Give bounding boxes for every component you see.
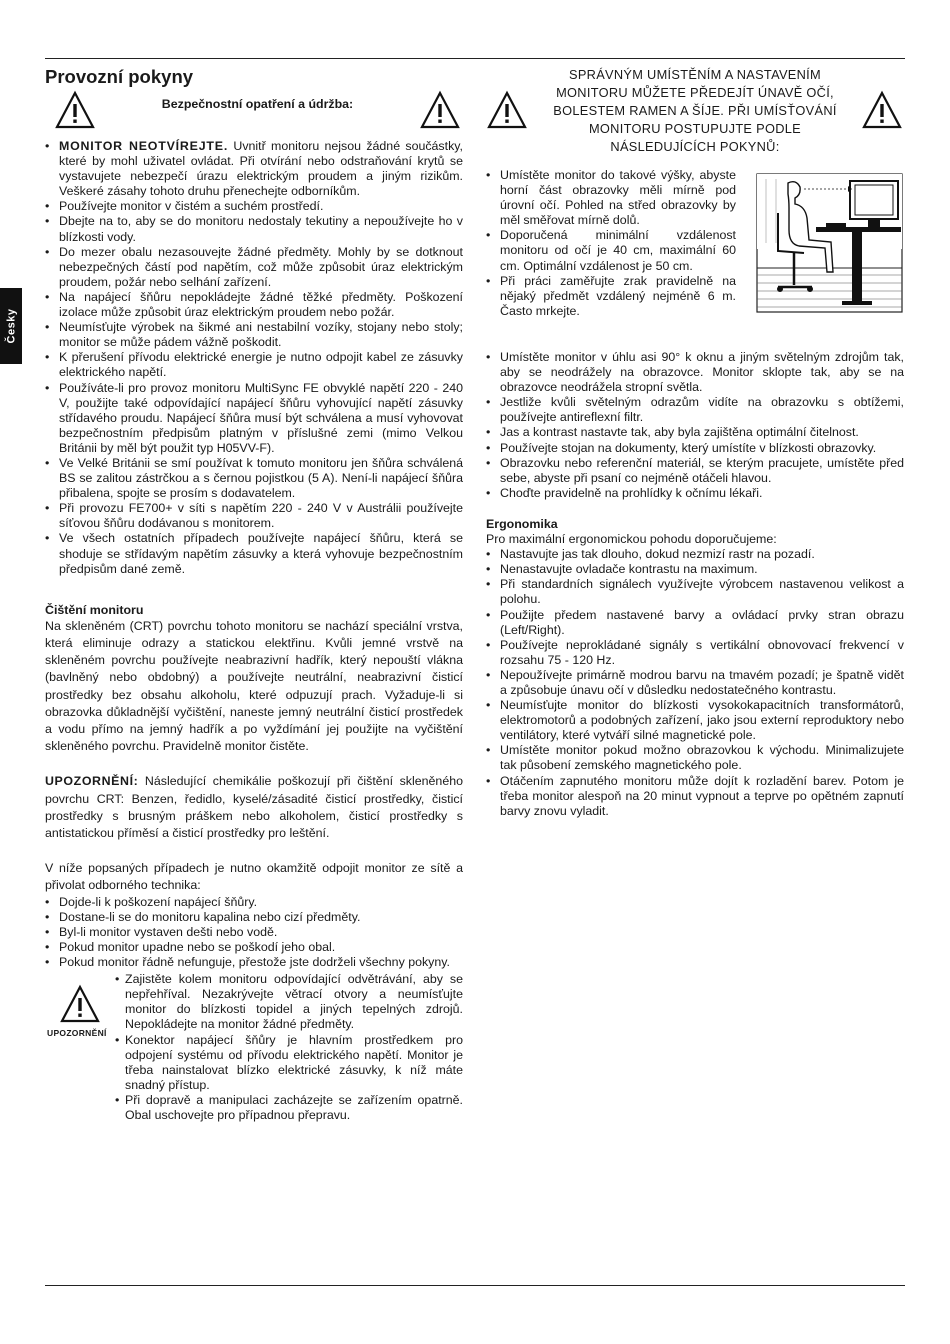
list-item <box>45 381 463 456</box>
list-item <box>45 320 463 350</box>
list-item-text: Uvnitř monitoru nejsou žádné součástky, které by mohl uživatel ovládat. Při otvírání nebo odstraňování krytů se vystavujete nebezpečí úrazu elektrickým proudem a jiným rizikům. Veškeré zásahy tohoto druhu přenechejte odborníkům. <box>59 139 463 199</box>
list-item: • Choďte pravidelně na prohlídky k očnímu lékaři. <box>486 486 904 501</box>
bottom-rule <box>45 1285 905 1286</box>
notice-line: MONITORU MŮŽETE PŘEDEJÍT ÚNAVĚ OČÍ, <box>556 85 834 100</box>
list-item <box>45 350 463 380</box>
ergonomic-notice <box>525 66 865 156</box>
warning-icon <box>55 90 95 130</box>
list-item: • Při práci zaměřujte zrak pravidelně na nějaký předmět vzdálený nejméně 6 m. Často mrkejte. <box>486 274 736 319</box>
list-item-text: Neumísťujte výrobek na šikmé ani nestabilní vozíky, stojany nebo stoly; monitor se může pádem vážně poškodit. <box>59 320 463 350</box>
warning-icon <box>862 90 902 130</box>
left-column <box>45 139 463 1123</box>
list-item: • Doporučená minimální vzdálenost monitoru od očí je 40 cm, maximální 60 cm. Optimální vzdálenost je 50 cm. <box>486 228 736 273</box>
list-item <box>45 214 463 244</box>
right-column-narrow <box>486 168 736 319</box>
list-item-text: Při provozu FE700+ v síti s napětím 220 - 240 V v Austrálii používejte síťovou šňůru dodávanou s monitorem. <box>59 501 463 531</box>
notice-line: SPRÁVNÝM UMÍSTĚNÍM A NASTAVENÍM <box>568 67 821 82</box>
list-item <box>45 199 463 214</box>
cleaning-title: Čištění monitoru <box>45 602 144 617</box>
list-item: • Zajistěte kolem monitoru odpovídající odvětrávání, aby se nepřehříval. Nezakrývejte větrací otvory a neumísťujte monitor do blízkosti topidel a jiných tepelných zdrojů. Nepokládejte na monitor žádné předměty. <box>115 972 463 1032</box>
notice-line: NÁSLEDUJÍCÍCH POKYNŮ: <box>610 139 780 154</box>
list-item: • Pokud monitor upadne nebo se poškodí jeho obal. <box>45 940 463 955</box>
list-item: • Při standardních signálech využívejte výrobcem nastavenou velikost a polohu. <box>486 577 904 607</box>
ergonomics-list <box>486 547 904 819</box>
list-item: • Používejte stojan na dokumenty, který umístíte v blízkosti obrazovky. <box>486 441 904 456</box>
safety-heading-row <box>55 90 460 130</box>
list-item: • Obrazovku nebo referenční materiál, se kterým pracujete, umístěte před sebe, abyste při psaní co nejméně otáčeli hlavou. <box>486 456 904 486</box>
list-item: • Jas a kontrast nastavte tak, aby byla zajištěna optimální čitelnost. <box>486 425 904 440</box>
list-item: • Jestliže kvůli světelným odrazům vidíte na obrazovku s obtížemi, používejte antireflexní filtr. <box>486 395 904 425</box>
list-item: • Umístěte monitor do takové výšky, abyste horní část obrazovky měli mírně pod úrovní očí. Pohled na střed obrazovky by měl směřovat mírně dolů. <box>486 168 736 228</box>
list-item: • Byl-li monitor vystaven dešti nebo vodě. <box>45 925 463 940</box>
caution-list <box>115 972 463 1123</box>
list-item-text: Na napájecí šňůru nepokládejte žádné těžké předměty. Poškození izolace může způsobit úraz elektrickým proudem nebo požár. <box>59 289 463 320</box>
list-item <box>45 501 463 531</box>
list-item <box>45 139 463 199</box>
list-item-text: Používejte monitor v čistém a suchém prostředí. <box>59 199 324 214</box>
list-item-text: Dbejte na to, aby se do monitoru nedostaly tekutiny a nepoužívejte ho v blízkosti vody. <box>59 214 463 244</box>
top-rule <box>45 58 905 59</box>
list-item-bold: MONITOR NEOTVÍREJTE. <box>59 139 229 153</box>
list-item: • Nastavujte jas tak dlouho, dokud nezmizí rastr na pozadí. <box>486 547 904 562</box>
list-item: • Používejte neprokládané signály s vertikální obnovovací frekvencí v rozsahu 75 - 120 Hz. <box>486 638 904 668</box>
list-item: • Umístěte monitor pokud možno obrazovkou k východu. Minimalizujete tak působení zemského magnetického pole. <box>486 743 904 773</box>
notice-line: BOLESTEM RAMEN A ŠÍJE. PŘI UMÍSŤOVÁNÍ <box>553 103 837 118</box>
list-item-text: K přerušení přívodu elektrické energie je nutno odpojit kabel ze zásuvky elektrického napětí. <box>59 350 463 380</box>
list-item: • Dostane-li se do monitoru kapalina nebo cizí předměty. <box>45 910 463 925</box>
list-item: • Pokud monitor řádně nefunguje, přestože jste dodrželi všechny pokyny. <box>45 955 463 970</box>
list-item <box>45 245 463 290</box>
right-column-wide <box>486 350 904 819</box>
list-item: • Při dopravě a manipulaci zacházejte se zařízením opatrně. Obal uschovejte pro případnou přepravu. <box>115 1093 463 1123</box>
list-item: • Neumísťujte monitor do blízkosti vysokokapacitních transformátorů, elektromotorů a podobných zařízení, jako jsou externí reproduktory nebo ventilátory, které vytváří silné magnetické pole. <box>486 698 904 743</box>
ergonomics-title: Ergonomika <box>486 516 558 531</box>
list-item <box>45 456 463 501</box>
placement-list <box>486 168 736 319</box>
cleaning-text: Na skleněném (CRT) povrchu tohoto monitoru se nachází speciální vrstva, která eliminuje odrazy a statickou elektřinu. Kvůli jemné vrstvě na skleněném povrchu používejte neabrazivní hadřík, který nepouští vlákna (bavlněný nebo obdobný) a používejte neutrální, neabrazivní čisticí prostředky bez obsahu alkoholu, které odpuzují prach. Vyžaduje-li si obrazovka důkladnější vyčištění, naneste jemný neutrální čisticí prostředek a vodu přímo na jemný hadřík a po vyždímání jej použijte na vyčištění skleněného povrchu. Pravidelně monitor čistěte. <box>45 618 463 754</box>
list-item: • Použijte předem nastavené barvy a ovládací prvky stran obrazu (Left/Right). <box>486 608 904 638</box>
safety-heading: Bezpečnostní opatření a údržba: <box>161 97 354 111</box>
list-item <box>45 290 463 320</box>
list-item-text: Ve Velké Británii se smí používat k tomuto monitoru jen šňůra schválená BS se zalitou zástrčkou a s černou pojistkou (5 A). Není-li napájecí šňůra přibalena, spojte se prosím s dodavatelem. <box>59 455 463 501</box>
list-item-text: Do mezer obalu nezasouvejte žádné předměty. Mohly by se dotknout nebezpečných částí pod napětím, což může způsobit úraz elektrickým proudem, požár nebo selhání zařízení. <box>59 244 463 289</box>
chemicals-warning <box>45 773 463 842</box>
ergonomics-intro: Pro maximální ergonomickou pohodu doporučujeme: <box>486 532 777 547</box>
notice-line: MONITORU POSTUPUJTE PODLE <box>588 121 802 136</box>
page-title: Provozní pokyny <box>45 66 194 87</box>
disconnect-intro: V níže popsaných případech je nutno okamžitě odpojit monitor ze sítě a přivolat odborného technika: <box>45 861 463 893</box>
disconnect-list <box>45 895 463 970</box>
list-item: • Nepoužívejte primárně modrou barvu na tmavém pozadí; je špatně vidět a způsobuje únavu očí v důsledku nedostatečného kontrastu. <box>486 668 904 698</box>
warning-bold: UPOZORNĚNÍ: <box>45 774 139 789</box>
list-item-text: Používáte-li pro provoz monitoru MultiSync FE obvyklé napětí 220 - 240 V, použijte také odpovídající napájecí šňůru vyhovující napětí zásuvky střídavého proudu. Napájecí šňůra musí být schválena a musí vyhovovat bezpečnostním předpisům platným v příslušné zemi (mimo Velkou Británii by měl být použit typ H05VV-F). <box>59 380 463 455</box>
list-item: • Konektor napájecí šňůry je hlavním prostředkem pro odpojení systému od přívodu elektrického napětí. Monitor je třeba nainstalovat blízko elektrické zásuvky, k níž máte snadný přístup. <box>115 1033 463 1093</box>
language-tab <box>0 288 22 364</box>
caution-icon <box>59 984 101 1024</box>
list-item-text: Ve všech ostatních případech používejte napájecí šňůru, která se shoduje se střídavým napětím zásuvky a která vyhovuje bezpečnostním předpisům dané země. <box>59 531 463 576</box>
caution-label: UPOZORNĚNÍ <box>47 1028 107 1039</box>
warning-icon <box>420 90 460 130</box>
list-item: • Nenastavujte ovladače kontrastu na maximum. <box>486 562 904 577</box>
list-item: • Umístěte monitor v úhlu asi 90° k oknu a jiným světelným zdrojům tak, aby se neodrážely na obrazovce. Monitor sklopte tak, aby se na obrazovce neodrážela stropní světla. <box>486 350 904 395</box>
workstation-illustration <box>756 173 903 313</box>
language-tab-label: Česky <box>5 308 18 344</box>
caution-block <box>45 972 463 1123</box>
safety-list <box>45 139 463 577</box>
list-item: • Dojde-li k poškození napájecí šňůry. <box>45 895 463 910</box>
warning-icon <box>487 90 527 130</box>
list-item <box>45 531 463 576</box>
lighting-list <box>486 350 904 501</box>
list-item: • Otáčením zapnutého monitoru může dojít k rozladění barev. Potom je třeba monitor alespoň na 20 minut vypnout a teprve po opětném zapnutí barvy znovu vyladit. <box>486 774 904 819</box>
warning-text: Následující chemikálie poškozují při čištění skleněného povrchu CRT: Benzen, ředidlo, kyselé/zásadité čisticí prostředky, čisticí prostředky s brusným práškem nebo alkoholem, čisticí prostředky s antistatickou příměsí a čisticí prostředky pro leštění. <box>45 774 463 841</box>
